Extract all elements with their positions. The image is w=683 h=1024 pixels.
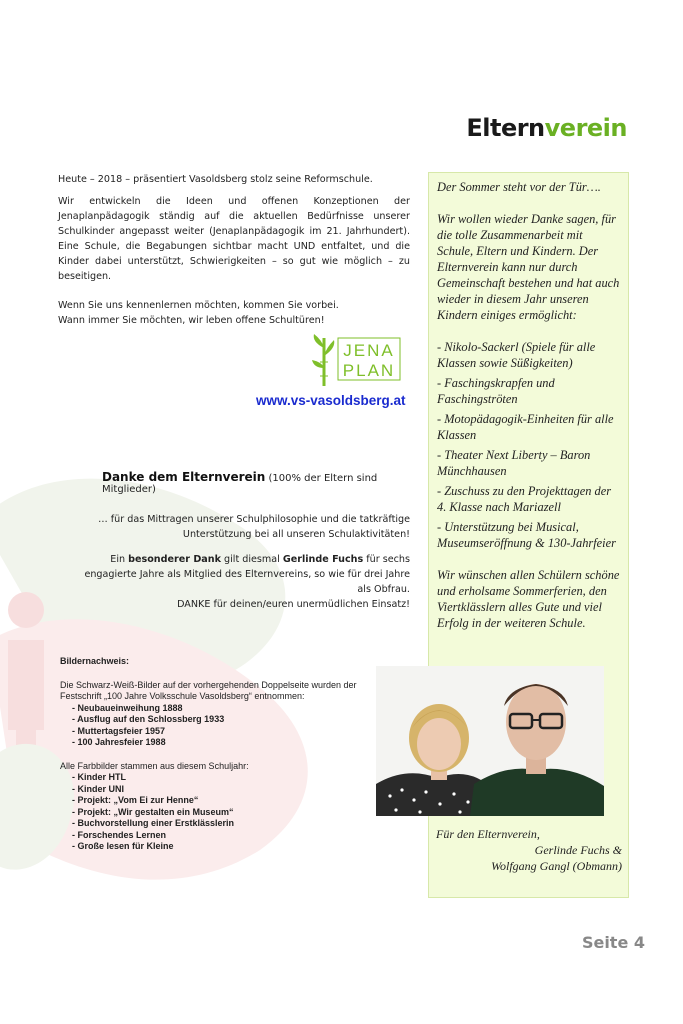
sidebar-paragraph: Wir wünschen allen Schülern schöne und erholsame Sommerferien, den Viertklässlern alles Gute und viel Erfolg in der weiteren Schule. [437, 568, 620, 630]
list-item: - 100 Jahresfeier 1988 [72, 737, 166, 747]
thanks-paragraph: … für das Mittragen unserer Schulphilosophie und die tatkräftige Unterstützung bei all unseren Schulaktivitäten! [98, 514, 410, 540]
page-title: Elternverein [466, 114, 627, 142]
intro-text [58, 172, 410, 335]
intro-paragraph: Wir entwickeln die Ideen und offenen Konzeptionen der Jenaplanpädagogik ständig auf die aktuellen Bedürfnisse unserer Schulkinder angepasst weiter (Jenaplanpädagogik im 21. Jahrhundert). Eine Schule, die Begabungen sichtbar macht UND entfaltet, und die Kinder dabei unterstützt, Schwierigkeiten – so gut wie möglich – zu beseitigen. [58, 196, 410, 282]
list-item: - Nikolo-Sackerl (Spiele für alle Klassen sowie Süßigkeiten) [437, 340, 596, 370]
list-item: - Muttertagsfeier 1957 [72, 725, 166, 736]
page-number: Seite 4 [581, 933, 645, 952]
list-item: - Motopädagogik-Einheiten für alle Klassen [437, 412, 614, 442]
sidebar-paragraph: Der Sommer steht vor der Tür…. [437, 180, 601, 194]
list-item: - Theater Next Liberty – Baron Münchhausen [437, 448, 591, 478]
list-item: - Projekt: „Vom Ei zur Henne“ [72, 795, 199, 805]
thanks-paragraph: Ein besonderer Dank gilt diesmal Gerlinde Fuchs für sechs engagierte Jahre als Mitglied des Elternvereins, so wie für drei Jahre als Obfrau. [84, 554, 410, 595]
logo-text-jena: JENA [343, 341, 395, 360]
thanks-paragraph: DANKE für deinen/euren unermüdlichen Einsatz! [177, 599, 410, 610]
list-item: - Ausflug auf den Schlossberg 1933 [72, 714, 225, 724]
sidebar-list [437, 339, 620, 551]
credits-color-intro: Alle Farbbilder stammen aus diesem Schuljahr: [60, 760, 249, 771]
signature [436, 826, 622, 874]
list-item: - Faschingskrapfen und Faschingströten [437, 376, 555, 406]
list-item: - Neubaueinweihung 1888 [72, 702, 183, 713]
signature-line: Gerlinde Fuchs & [534, 843, 622, 857]
thanks-heading: Danke dem Elternverein (100% der Eltern sind Mitglieder) [102, 470, 378, 495]
list-item: - Unterstützung bei Musical, Museumseröffnung & 130-Jahrfeier [437, 520, 616, 550]
list-item: - Zuschuss zu den Projekttagen der 4. Klasse nach Mariazell [437, 484, 612, 514]
credits-heading: Bildernachweis: [60, 656, 130, 666]
list-item: - Projekt: „Wir gestalten ein Museum“ [72, 806, 234, 817]
credits-bw-list [72, 703, 360, 749]
credits-intro: Die Schwarz-Weiß-Bilder auf der vorhergehenden Doppelseite wurden der Festschrift „100 Jahre Volksschule Vasoldsberg“ entnommen: [60, 679, 357, 701]
logo-text-plan: PLAN [342, 361, 396, 380]
thanks-text [70, 512, 410, 622]
list-item: - Große lesen für Kleine [72, 841, 174, 851]
signature-line: Wolfgang Gangl (Obmann) [491, 859, 622, 873]
list-item: - Forschendes Lernen [72, 829, 167, 840]
website-link[interactable]: www.vs-vasoldsberg.at [256, 393, 406, 408]
intro-paragraph: Wann immer Sie möchten, wir leben offene Schultüren! [58, 315, 325, 326]
signature-line: Für den Elternverein, [436, 827, 540, 841]
intro-paragraph: Wenn Sie uns kennenlernen möchten, kommen Sie vorbei. [58, 300, 339, 311]
list-item: - Kinder UNI [72, 783, 125, 794]
list-item: - Kinder HTL [72, 772, 126, 782]
sidebar-paragraph: Wir wollen wieder Danke sagen, für die tolle Zusammenarbeit mit Schule, Eltern und Kindern. Der Elternverein kann nur durch Gemeinschaft bestehen und hat auch wieder in diesem Jahr unseren Kindern einiges ermöglicht: [437, 212, 620, 322]
parents-association-photo [376, 666, 604, 816]
credits-color-list [72, 772, 360, 853]
jenaplan-logo [312, 332, 408, 393]
intro-paragraph: Heute – 2018 – präsentiert Vasoldsberg stolz seine Reformschule. [58, 174, 373, 185]
image-credits [60, 656, 360, 865]
list-item: - Buchvorstellung einer Erstklässlerin [72, 818, 235, 828]
